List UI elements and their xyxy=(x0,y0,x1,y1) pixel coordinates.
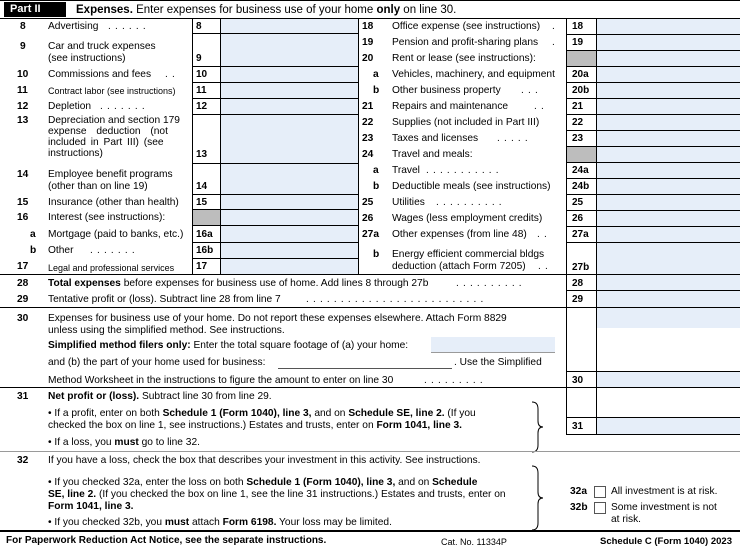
line-21-label: Repairs and maintenance xyxy=(392,101,509,112)
line-26-num: 26 xyxy=(362,213,374,224)
line-16-num: 16 xyxy=(17,212,29,223)
line-23-num: 23 xyxy=(362,133,374,144)
line-24a-num: a xyxy=(373,165,379,176)
line-22-amount[interactable] xyxy=(597,115,740,130)
line-20b-label: Other business property xyxy=(392,85,501,96)
line-22-box: 22 xyxy=(572,117,584,128)
line-16a-num: a xyxy=(30,229,36,240)
line-8-num: 8 xyxy=(20,21,26,32)
line-9-label2: (see instructions) xyxy=(48,53,126,64)
line-32b-label: 32b xyxy=(570,502,588,513)
line-13-num: 13 xyxy=(17,115,29,126)
line-17-num: 17 xyxy=(17,261,29,272)
line-20-label: Rent or lease (see instructions): xyxy=(392,53,536,64)
line-31-label: Net profit or (loss). Subtract line 30 from line 29. xyxy=(48,391,272,402)
line-11-amount[interactable] xyxy=(221,83,358,98)
line-28-label: Total expenses before expenses for business use of home. Add lines 8 through 27b xyxy=(48,278,429,289)
line-12-box: 12 xyxy=(196,101,208,112)
line-27b-box: 27b xyxy=(572,262,590,273)
line-32b-text: Some investment is not xyxy=(611,502,717,513)
line-11-num: 11 xyxy=(17,85,28,96)
line-30-amount[interactable] xyxy=(597,372,740,387)
line-25-box: 25 xyxy=(572,197,584,208)
line-16-label: Interest (see instructions): xyxy=(48,212,166,223)
line-29-amount[interactable] xyxy=(597,291,740,306)
line-31-bullet2: • If a loss, you must go to line 32. xyxy=(48,437,200,448)
line-30-simplified: Simplified method filers only: Enter the total square footage of (a) your home: xyxy=(48,340,409,351)
line-11-box: 11 xyxy=(196,85,207,96)
line-8-box: 8 xyxy=(196,21,202,32)
line-10-amount[interactable] xyxy=(221,67,358,82)
line-18-num: 18 xyxy=(362,21,374,32)
footer-cat-no: Cat. No. 11334P xyxy=(441,537,507,547)
line-11-label: Contract labor (see instructions) xyxy=(48,86,176,96)
line-14-amount[interactable] xyxy=(221,164,358,194)
line-23-amount[interactable] xyxy=(597,131,740,146)
line-13-label3: included in Part III) (see xyxy=(48,137,164,148)
line-15-amount[interactable] xyxy=(221,195,358,209)
line-24b-num: b xyxy=(373,181,380,192)
line-9-num: 9 xyxy=(20,41,26,52)
line-8-label: Advertising xyxy=(48,21,99,32)
line-32-text: If you have a loss, check the box that describes your investment in this activity. See instructions. xyxy=(48,455,481,466)
line-19-amount[interactable] xyxy=(597,35,740,50)
line-18-box: 18 xyxy=(572,21,584,32)
line-13-box: 13 xyxy=(196,149,208,160)
line-27a-amount[interactable] xyxy=(597,227,740,242)
line-13-label: Depreciation and section 179 xyxy=(48,115,180,126)
line-28-box: 28 xyxy=(572,278,584,289)
line-32-bullet1-line3: Form 1041, line 3. xyxy=(48,501,134,512)
line-32-bullet1: • If you checked 32a, enter the loss on both Schedule 1 (Form 1040), line 3, and on Schedule xyxy=(48,477,478,488)
line-28-amount[interactable] xyxy=(597,275,740,290)
line-13-label2: expense deduction (not xyxy=(48,126,168,137)
line-21-amount[interactable] xyxy=(597,99,740,114)
line-8-amount[interactable] xyxy=(221,19,358,33)
line-31-num: 31 xyxy=(17,391,29,402)
line-23-label: Taxes and licenses xyxy=(392,133,479,144)
line-29-label: Tentative profit or (loss). Subtract line 28 from line 7 xyxy=(48,294,281,305)
line-30-use-simplified: . Use the Simplified xyxy=(454,357,542,368)
line-25-amount[interactable] xyxy=(597,195,740,210)
line-31-brace xyxy=(530,401,544,453)
line-30-text2: unless using the simplified method. See instructions. xyxy=(48,325,285,336)
business-square-footage-input[interactable] xyxy=(278,356,452,369)
line-19-box: 19 xyxy=(572,37,584,48)
line-16b-label: Other xyxy=(48,245,74,256)
line-29-num: 29 xyxy=(17,294,29,305)
line-30-worksheet: Method Worksheet in the instructions to figure the amount to enter on line 30 xyxy=(48,375,394,386)
line-10-label: Commissions and fees xyxy=(48,69,152,80)
line-27b-label: Energy efficient commercial bldgs xyxy=(392,249,545,260)
line-24b-amount[interactable] xyxy=(597,179,740,194)
line-27b-num: b xyxy=(373,249,380,260)
line-32-bullet2: • If you checked 32b, you must attach Form 6198. Your loss may be limited. xyxy=(48,517,392,528)
line-13-label4: instructions) xyxy=(48,148,103,159)
line-24b-label: Deductible meals (see instructions) xyxy=(392,181,551,192)
line-24b-box: 24b xyxy=(572,181,590,192)
line-12-amount[interactable] xyxy=(221,99,358,114)
line-32a-checkbox[interactable] xyxy=(594,486,606,498)
line-9-amount[interactable] xyxy=(221,34,358,66)
line-15-num: 15 xyxy=(17,197,29,208)
footer-paperwork-notice: For Paperwork Reduction Act Notice, see the separate instructions. xyxy=(6,535,327,546)
line-16a-label: Mortgage (paid to banks, etc.) xyxy=(48,229,184,240)
line-21-box: 21 xyxy=(572,101,584,112)
line-17-label: Legal and professional services xyxy=(48,263,175,273)
line-32b-text2: at risk. xyxy=(611,514,642,525)
line-32-brace xyxy=(530,465,544,531)
line-9-label: Car and truck expenses xyxy=(48,41,156,52)
line-27a-label: Other expenses (from line 48) xyxy=(392,229,527,240)
line-16a-amount[interactable] xyxy=(221,226,358,242)
line-22-num: 22 xyxy=(362,117,374,128)
line-12-label: Depletion xyxy=(48,101,92,112)
line-14-label: Employee benefit programs xyxy=(48,169,173,180)
line-20a-amount[interactable] xyxy=(597,67,740,82)
line-20b-num: b xyxy=(373,85,380,96)
part-title: Expenses. Enter expenses for business use of your home only on line 30. xyxy=(76,4,457,16)
line-19-num: 19 xyxy=(362,37,374,48)
line-25-num: 25 xyxy=(362,197,374,208)
line-30-num: 30 xyxy=(17,313,29,324)
line-15-label: Insurance (other than health) xyxy=(48,197,179,208)
line-24-num: 24 xyxy=(362,149,374,160)
line-27a-num: 27a xyxy=(362,229,379,240)
line-23-box: 23 xyxy=(572,133,584,144)
line-21-num: 21 xyxy=(362,101,374,112)
line-12-num: 12 xyxy=(17,101,29,112)
line-27b-label2: deduction (attach Form 7205) xyxy=(392,261,526,272)
line-32a-label: 32a xyxy=(570,486,587,497)
line-10-box: 10 xyxy=(196,69,208,80)
line-31-amount[interactable] xyxy=(597,418,740,434)
line-14-label2: (other than on line 19) xyxy=(48,181,148,192)
line-16b-num: b xyxy=(30,245,37,256)
line-19-label: Pension and profit-sharing plans xyxy=(392,37,539,48)
line-31-box: 31 xyxy=(572,421,584,432)
line-15-box: 15 xyxy=(196,197,208,208)
footer-form-name: Schedule C (Form 1040) 2023 xyxy=(600,536,732,547)
line-17-amount[interactable] xyxy=(221,259,358,274)
line-17-box: 17 xyxy=(196,261,208,272)
line-32b-checkbox[interactable] xyxy=(594,502,606,514)
line-20a-label: Vehicles, machinery, and equipment xyxy=(392,69,555,80)
line-14-num: 14 xyxy=(17,169,29,180)
line-14-box: 14 xyxy=(196,181,208,192)
line-18-label: Office expense (see instructions) xyxy=(392,21,541,32)
line-20a-num: a xyxy=(373,69,379,80)
line-26-amount[interactable] xyxy=(597,211,740,226)
line-20b-amount[interactable] xyxy=(597,83,740,98)
line-13-amount[interactable] xyxy=(221,115,358,163)
line-24-label: Travel and meals: xyxy=(392,149,473,160)
line-29-box: 29 xyxy=(572,294,584,305)
line-24a-box: 24a xyxy=(572,165,589,176)
line-20b-box: 20b xyxy=(572,85,590,96)
line-30-box: 30 xyxy=(572,375,584,386)
line-25-label: Utilities xyxy=(392,197,425,208)
line-32-bullet1-line2: SE, line 2. (If you checked the box on line 1, see the line 31 instructions.) Estates and trusts, enter on xyxy=(48,489,506,500)
part-label: Part II xyxy=(4,2,66,17)
line-27a-box: 27a xyxy=(572,229,589,240)
line-28-num: 28 xyxy=(17,278,29,289)
home-square-footage-input[interactable] xyxy=(431,337,555,353)
line-24a-amount[interactable] xyxy=(597,163,740,178)
line-16b-amount[interactable] xyxy=(221,243,358,258)
line-10-num: 10 xyxy=(17,69,29,80)
line-32a-text: All investment is at risk. xyxy=(611,486,718,497)
line-26-label: Wages (less employment credits) xyxy=(392,213,543,224)
line-32-num: 32 xyxy=(17,455,29,466)
line-30-text1: Expenses for business use of your home. Do not report these expenses elsewhere. Attach Form 8829 xyxy=(48,313,507,324)
line-16b-box: 16b xyxy=(196,245,214,256)
line-20a-box: 20a xyxy=(572,69,589,80)
line-26-box: 26 xyxy=(572,213,584,224)
line-16a-box: 16a xyxy=(196,229,213,240)
line-22-label: Supplies (not included in Part III) xyxy=(392,117,540,128)
line-31-bullet1-line2: checked the box on line 1, see instructions.) Estates and trusts, enter on Form 1041, line 3. xyxy=(48,420,462,431)
line-31-bullet1: • If a profit, enter on both Schedule 1 (Form 1040), line 3, and on Schedule SE, line 2. (If you xyxy=(48,408,476,419)
line-9-box: 9 xyxy=(196,53,202,64)
line-30-partb: and (b) the part of your home used for business: xyxy=(48,357,266,368)
line-24a-label: Travel xyxy=(392,165,420,176)
line-20-num: 20 xyxy=(362,53,374,64)
line-27b-amount[interactable] xyxy=(597,243,740,274)
line-18-amount[interactable] xyxy=(597,19,740,34)
